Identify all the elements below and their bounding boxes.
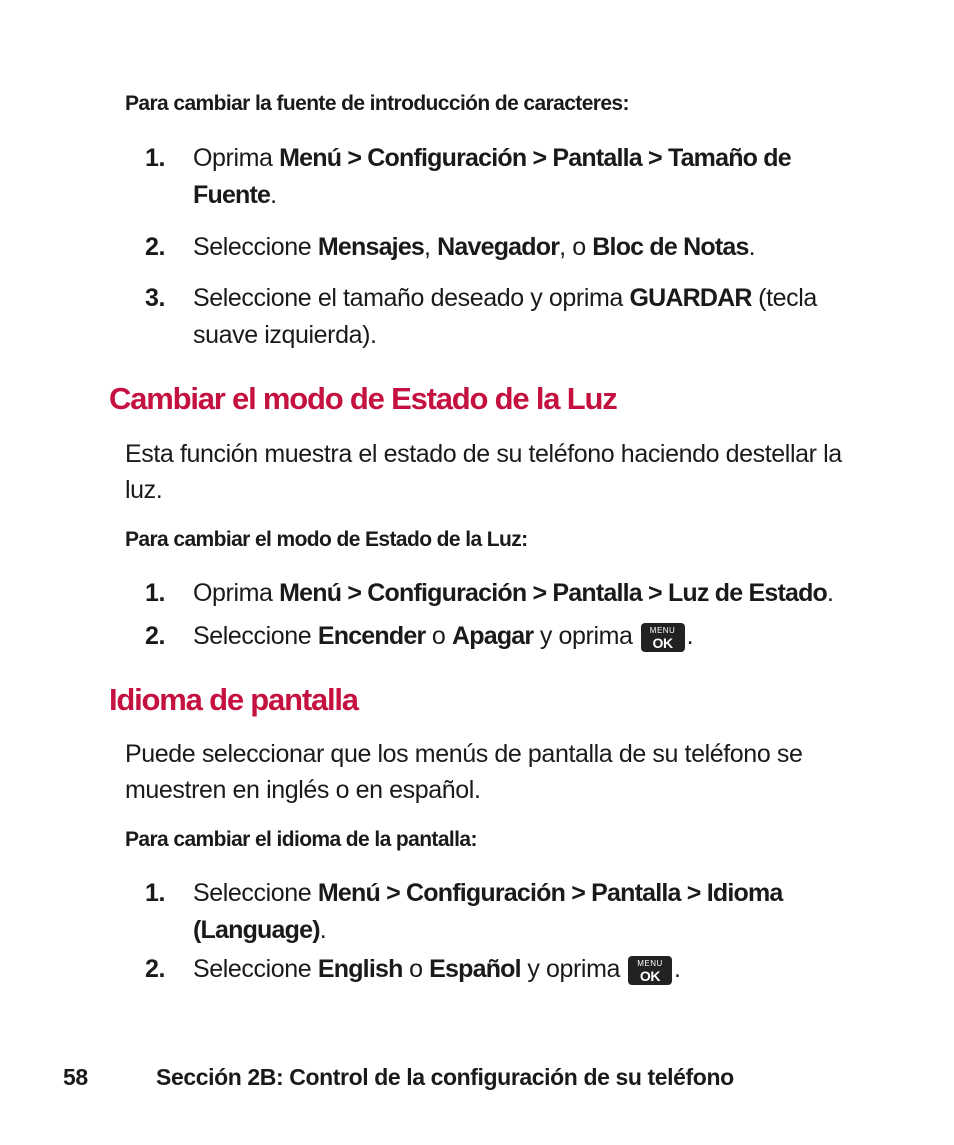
step-number: 1. bbox=[145, 879, 166, 907]
key-label-ok: OK bbox=[652, 635, 673, 651]
step-number: 2. bbox=[145, 622, 166, 650]
option-espanol: Español bbox=[429, 955, 521, 983]
step-text: o bbox=[402, 955, 430, 983]
punctuation: . bbox=[674, 955, 681, 983]
step-number: 1. bbox=[145, 579, 166, 607]
step-font-3 bbox=[145, 280, 865, 354]
punctuation: . bbox=[827, 579, 834, 607]
key-label-ok: OK bbox=[639, 968, 661, 984]
step-text: Seleccione bbox=[193, 955, 318, 983]
subheading-display-language: Para cambiar el idioma de la pantalla: bbox=[125, 828, 477, 851]
step-text: Seleccione el tamaño deseado y oprima bbox=[193, 284, 630, 312]
step-text: Oprima bbox=[193, 579, 280, 607]
key-label-menu: MENU bbox=[637, 959, 663, 968]
option-apagar: Apagar bbox=[452, 622, 534, 650]
step-number: 2. bbox=[145, 955, 166, 983]
step-text: o bbox=[425, 622, 452, 650]
option-mensajes: Mensajes bbox=[317, 233, 425, 261]
punctuation: . bbox=[270, 181, 277, 209]
heading-display-language: Idioma de pantalla bbox=[109, 682, 358, 717]
menu-path: Menú > Configuración > Pantalla > Luz de Estado bbox=[279, 579, 828, 607]
step-text: y oprima bbox=[520, 955, 621, 983]
menu-path: Menú > Configuración > Pantalla > Idioma (Language) bbox=[193, 879, 783, 944]
softkey-guardar: GUARDAR bbox=[629, 284, 752, 312]
footer-section-title: Sección 2B: Control de la configuración de su teléfono bbox=[156, 1064, 734, 1090]
menu-ok-key-icon bbox=[641, 623, 685, 652]
option-english: English bbox=[317, 955, 403, 983]
step-text: Seleccione bbox=[193, 879, 318, 907]
step-text: , o bbox=[559, 233, 593, 261]
option-bloc-de-notas: Bloc de Notas bbox=[592, 233, 749, 261]
step-number: 1. bbox=[145, 144, 166, 172]
step-language-1 bbox=[145, 875, 865, 949]
paragraph-display-language: Puede seleccionar que los menús de pantalla de su teléfono se muestren en inglés o en español. bbox=[125, 740, 803, 804]
step-light-2 bbox=[145, 618, 865, 655]
step-text: Seleccione bbox=[193, 233, 318, 261]
step-font-2 bbox=[145, 229, 865, 266]
step-language-2 bbox=[145, 951, 865, 988]
option-navegador: Navegador bbox=[437, 233, 560, 261]
step-text: Seleccione bbox=[193, 622, 318, 650]
punctuation: . bbox=[319, 916, 327, 944]
option-encender: Encender bbox=[317, 622, 426, 650]
key-label-menu: MENU bbox=[649, 626, 676, 635]
punctuation: . bbox=[686, 622, 694, 650]
step-text: Oprima bbox=[193, 144, 280, 172]
step-light-1 bbox=[145, 575, 865, 612]
step-text: y oprima bbox=[533, 622, 633, 650]
step-text: , bbox=[424, 233, 438, 261]
step-text: (tecla suave izquierda). bbox=[193, 284, 817, 349]
heading-status-light: Cambiar el modo de Estado de la Luz bbox=[109, 381, 617, 416]
step-number: 3. bbox=[145, 284, 166, 312]
page-number: 58 bbox=[63, 1064, 88, 1090]
step-font-1 bbox=[145, 140, 865, 214]
subheading-font-size: Para cambiar la fuente de introducción de caracteres: bbox=[125, 92, 629, 115]
paragraph-status-light: Esta función muestra el estado de su teléfono haciendo destellar la luz. bbox=[125, 440, 842, 504]
menu-path: Menú > Configuración > Pantalla > Tamaño de Fuente bbox=[193, 144, 791, 209]
punctuation: . bbox=[748, 233, 756, 261]
step-number: 2. bbox=[145, 233, 166, 261]
subheading-status-light: Para cambiar el modo de Estado de la Luz: bbox=[125, 528, 528, 551]
menu-ok-key-icon bbox=[628, 956, 672, 985]
